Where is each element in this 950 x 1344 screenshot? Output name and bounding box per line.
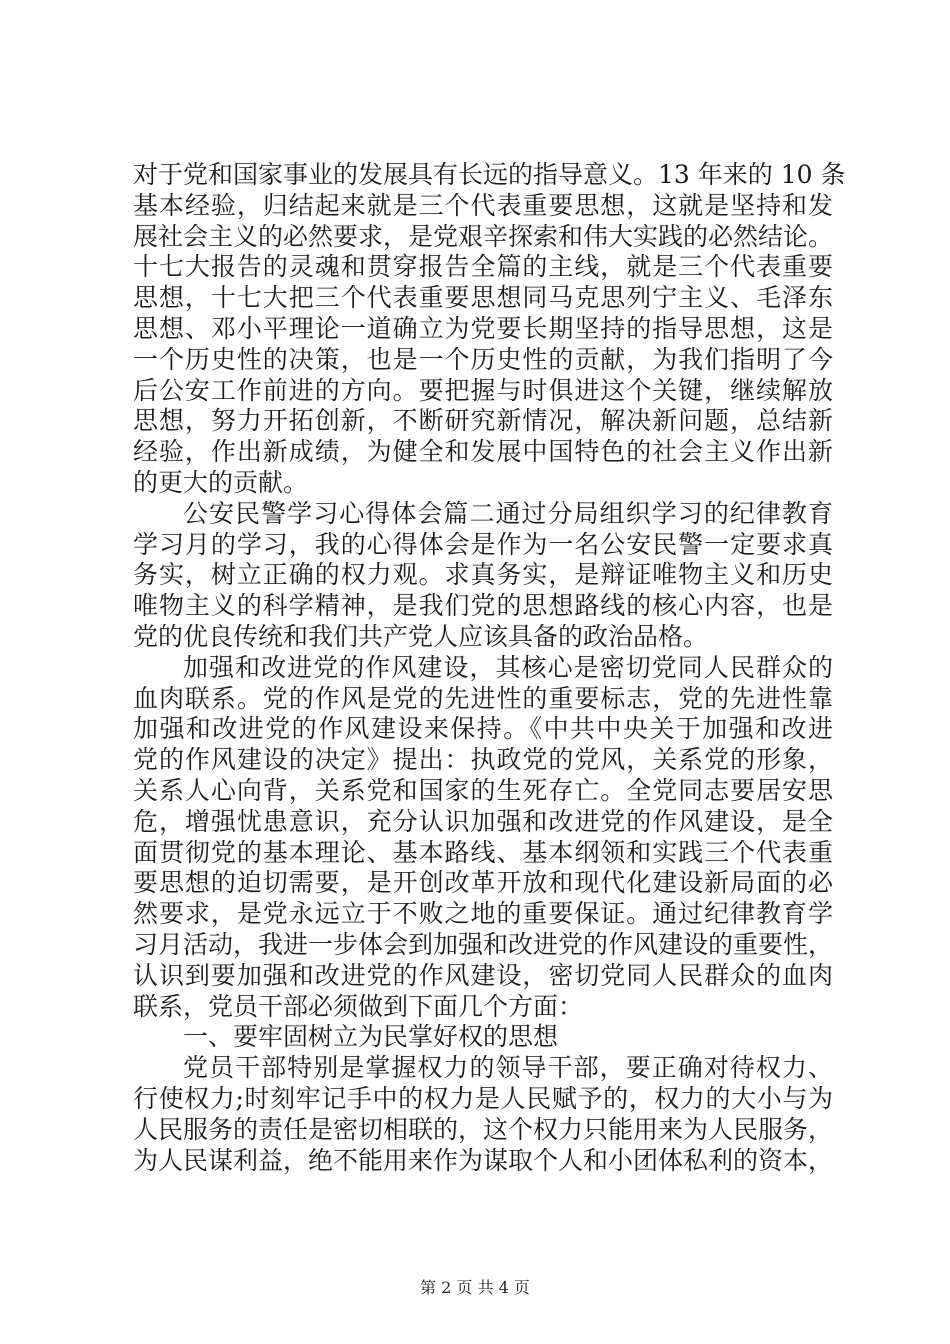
text-line: 然要求，是党永远立于不败之地的重要保证。通过纪律教育学 — [133, 899, 833, 929]
text-line: 思想，努力开拓创新，不断研究新情况，解决新问题，总结新 — [133, 406, 833, 436]
text-line: 习月活动，我进一步体会到加强和改进党的作风建设的重要性， — [133, 929, 834, 959]
text-line: 人民服务的责任是密切相联的，这个权力只能用来为人民服务， — [133, 1114, 834, 1144]
text-line: 展社会主义的必然要求，是党艰辛探索和伟大实践的必然结论。 — [133, 221, 834, 251]
text-line: 务实，树立正确的权力观。求真务实，是辩证唯物主义和历史 — [133, 560, 833, 590]
text-line: 为人民谋利益，绝不能用来作为谋取个人和小团体私利的资本， — [133, 1145, 834, 1175]
text-line: 联系，党员干部必须做到下面几个方面： — [133, 991, 584, 1021]
text-line: 党的作风建设的决定》提出：执政党的党风，关系党的形象， — [133, 745, 833, 775]
text-line: 十七大报告的灵魂和贯穿报告全篇的主线，就是三个代表重要 — [133, 252, 833, 282]
text-line: 的更大的贡献。 — [133, 467, 309, 497]
text-line: 一、要牢固树立为民掌好权的思想 — [183, 1022, 559, 1052]
text-line: 学习月的学习，我的心得体会是作为一名公安民警一定要求真 — [133, 529, 833, 559]
text-line: 思想，十七大把三个代表重要思想同马克思列宁主义、毛泽东 — [133, 283, 833, 313]
text-line: 党的优良传统和我们共产党人应该具备的政治品格。 — [133, 621, 709, 651]
text-line: 危，增强忧患意识，充分认识加强和改进党的作风建设，是全 — [133, 806, 833, 836]
text-line: 一个历史性的决策，也是一个历史性的贡献，为我们指明了今 — [133, 344, 833, 374]
text-line: 血肉联系。党的作风是党的先进性的重要标志，党的先进性靠 — [133, 683, 833, 713]
text-line: 党员干部特别是掌握权力的领导干部，要正确对待权力、 — [183, 1053, 833, 1083]
text-line: 认识到要加强和改进党的作风建设，密切党同人民群众的血肉 — [133, 960, 833, 990]
text-line: 要思想的迫切需要，是开创改革开放和现代化建设新局面的必 — [133, 868, 833, 898]
text-line: 加强和改进党的作风建设，其核心是密切党同人民群众的 — [183, 652, 833, 682]
text-line: 加强和改进党的作风建设来保持。《中共中央关于加强和改进 — [133, 714, 833, 744]
text-line: 后公安工作前进的方向。要把握与时俱进这个关键，继续解放 — [133, 375, 833, 405]
text-line: 思想、邓小平理论一道确立为党要长期坚持的指导思想，这是 — [133, 313, 833, 343]
document-body — [133, 160, 846, 1176]
page-footer: 第 2 页 共 4 页 — [420, 1278, 530, 1297]
text-line: 关系人心向背，关系党和国家的生死存亡。全党同志要居安思 — [133, 775, 833, 805]
text-line: 经验，作出新成绩，为健全和发展中国特色的社会主义作出新 — [133, 437, 833, 467]
text-line: 对于党和国家事业的发展具有长远的指导意义。13 年来的 10 条 — [133, 160, 846, 189]
text-line: 唯物主义的科学精神，是我们党的思想路线的核心内容，也是 — [133, 591, 833, 621]
text-line: 基本经验，归结起来就是三个代表重要思想，这就是坚持和发 — [133, 190, 833, 220]
text-line: 公安民警学习心得体会篇二通过分局组织学习的纪律教育 — [183, 498, 833, 528]
text-line: 面贯彻党的基本理论、基本路线、基本纲领和实践三个代表重 — [133, 837, 833, 867]
text-line: 行使权力;时刻牢记手中的权力是人民赋予的，权力的大小与为 — [133, 1083, 833, 1113]
